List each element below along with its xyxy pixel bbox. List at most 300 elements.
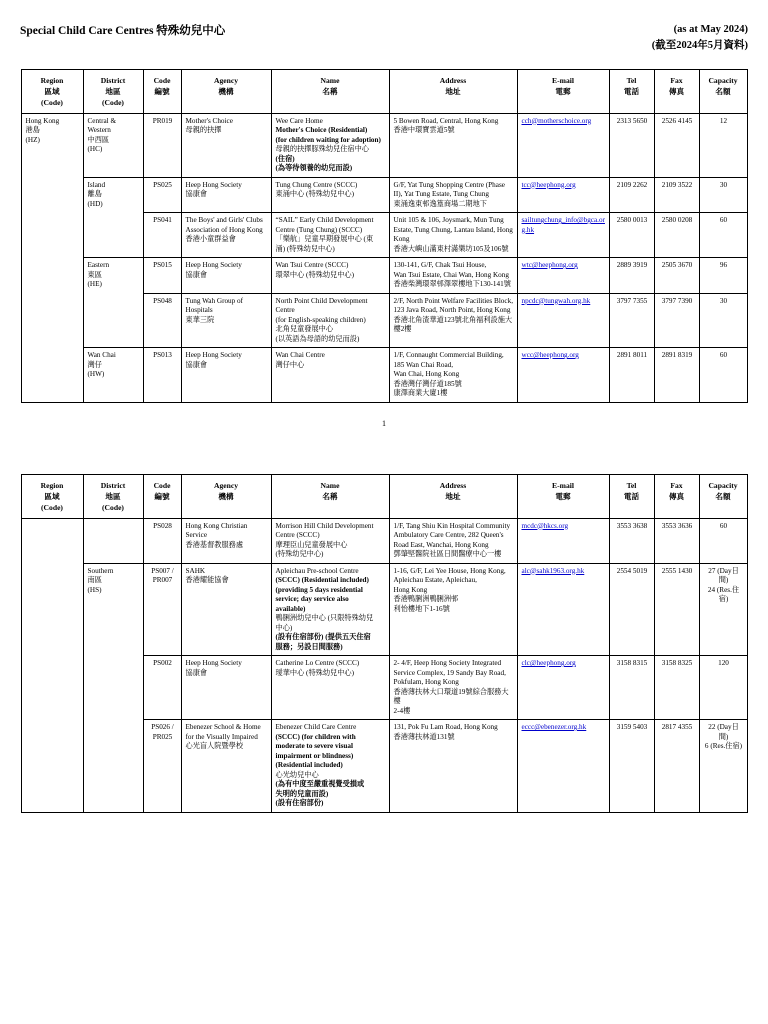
as-at-block xyxy=(652,22,748,55)
centre-name-cell xyxy=(271,720,389,813)
column-header-address xyxy=(389,474,517,518)
district-line: Southern xyxy=(87,566,114,575)
centre-name-cell xyxy=(271,258,389,294)
district-line: 東區 xyxy=(87,270,102,279)
column-header-en: E-mail xyxy=(552,480,574,490)
district-cell xyxy=(83,348,143,403)
column-header-zh: 機構 xyxy=(218,491,234,501)
column-header-en: Code xyxy=(153,75,171,85)
district-line: (HW) xyxy=(87,370,105,379)
capacity-cell xyxy=(699,177,747,213)
page-gap xyxy=(0,438,768,474)
column-header-district xyxy=(83,474,143,518)
capacity-line: 60 xyxy=(719,216,728,225)
centre-name-line: Wee Care Home xyxy=(275,116,323,125)
column-header-en: Region xyxy=(40,480,64,490)
capacity-line: 60 xyxy=(719,521,728,530)
centre-name-line: (for English-speaking children) xyxy=(275,315,366,324)
column-header-capacity xyxy=(699,474,747,518)
district-line: Wan Chai xyxy=(87,351,116,360)
column-header-region xyxy=(21,474,83,518)
capacity-cell xyxy=(699,720,747,813)
district-cell xyxy=(83,113,143,177)
agency-line: Heep Hong Society xyxy=(185,659,242,668)
agency-line: Hong Kong Christian Service xyxy=(185,521,248,540)
agency-line: Ebenezer School & Home for the Visually Impaired xyxy=(185,723,261,741)
centre-name-line: (特殊幼兒中心) xyxy=(275,550,324,559)
column-header-capacity xyxy=(699,69,747,113)
capacity-cell xyxy=(699,113,747,177)
district-line: (HS) xyxy=(87,585,102,594)
column-header-code: (Code) xyxy=(41,97,63,107)
table-row xyxy=(21,177,747,213)
table-row xyxy=(21,563,747,656)
column-header-name xyxy=(271,474,389,518)
column-header-zh: 電話 xyxy=(623,86,640,96)
fax-cell: 2109 3522 xyxy=(654,177,699,213)
address-line: 5 Bowen Road, Central, Hong Kong xyxy=(393,116,499,125)
district-line: Central & Western xyxy=(87,116,117,135)
centre-name-line: Centre (SCCC) xyxy=(275,531,320,540)
centre-name-line: 北角兒童發展中心 xyxy=(275,325,334,334)
email-link[interactable]: sailtungchung_info@bgca.org.hk xyxy=(521,216,605,234)
agency-line: SAHK xyxy=(185,566,206,575)
fax-cell: 2580 0208 xyxy=(654,213,699,258)
email-link[interactable]: tcc@heephong.org xyxy=(521,180,576,189)
centre-name-line: (設有住宿部份) xyxy=(275,799,324,808)
email-link[interactable]: eccc@ebenezer.org.hk xyxy=(521,723,587,732)
agency-cell xyxy=(181,563,271,656)
table-header-row xyxy=(21,69,747,113)
address-cell xyxy=(389,113,517,177)
centre-code-cell xyxy=(143,177,181,213)
column-header-en: Tel xyxy=(626,75,637,85)
capacity-cell xyxy=(699,518,747,563)
email-link[interactable]: wtc@heephong.org xyxy=(521,261,578,270)
address-line: 123 Java Road, North Point, Hong Kong xyxy=(393,306,511,315)
agency-line: 母親的抉擇 xyxy=(185,126,222,135)
address-line: 東涌逸東邨逸篁商場二期地下 xyxy=(393,199,487,208)
column-header-code: (Code) xyxy=(41,502,63,512)
centre-name-line: 涌) (特殊幼兒中心) xyxy=(275,244,335,253)
centre-name-line: Apleichau Pre-school Centre xyxy=(275,566,359,575)
column-header-zh: 區域 xyxy=(44,491,60,501)
email-link[interactable]: npcdc@tungwah.org.hk xyxy=(521,296,591,305)
address-line: 2/F, North Point Welfare Facilities Block, xyxy=(393,296,513,305)
centre-name-cell xyxy=(271,113,389,177)
page-header xyxy=(20,22,748,55)
capacity-cell xyxy=(699,258,747,294)
centre-name-line: Ebenezer Child Care Centre xyxy=(275,723,357,732)
address-line: Kong xyxy=(393,235,410,244)
column-header-address xyxy=(389,69,517,113)
column-header-name xyxy=(271,69,389,113)
centre-name-line: 失明的兒童而設) xyxy=(275,789,329,798)
agency-line: 協康會 xyxy=(185,668,208,677)
address-line: 185 Wan Chai Road, xyxy=(393,360,454,369)
region-line: 港島 xyxy=(25,126,40,135)
column-header-en: Agency xyxy=(213,75,239,85)
capacity-cell xyxy=(699,656,747,720)
centre-code: PS041 xyxy=(153,216,172,225)
column-header-zh: 地區 xyxy=(105,86,121,96)
column-header-zh: 名稱 xyxy=(322,86,338,96)
district-cell xyxy=(83,258,143,348)
address-line: Wan Chai, Hong Kong xyxy=(393,370,460,379)
agency-line: The Boys' and Girls' Clubs Association of Hong Kong xyxy=(185,216,263,234)
capacity-line: 6 (Res.住宿) xyxy=(704,742,743,751)
capacity-line: 27 (Day日間) xyxy=(708,566,739,585)
centre-name-line: Wan Tsui Centre (SCCC) xyxy=(275,261,349,270)
address-cell xyxy=(389,518,517,563)
centre-code-cell xyxy=(143,563,181,656)
column-header-zh: 傳真 xyxy=(668,491,685,501)
centre-code-cell xyxy=(143,293,181,348)
table-header-row xyxy=(21,474,747,518)
centre-name-line: Centre xyxy=(275,306,295,315)
agency-cell xyxy=(181,656,271,720)
fax-cell: 2526 4145 xyxy=(654,113,699,177)
centre-name-line: 「樂航」兒童早期發展中心 (東 xyxy=(275,235,374,244)
column-header-zh: 電郵 xyxy=(555,491,571,501)
address-line: Pokfulam, Hong Kong xyxy=(393,678,459,687)
capacity-line: 120 xyxy=(718,659,729,668)
address-line: 香港鴨脷洲鴨脷洲邨 xyxy=(393,595,459,604)
address-cell xyxy=(389,177,517,213)
centre-name-line: “SAIL” Early Child Development xyxy=(275,216,374,225)
centre-code: PR025 xyxy=(152,732,173,741)
agency-line: 協康會 xyxy=(185,360,208,369)
agency-line: 協康會 xyxy=(185,270,208,279)
centre-name-line: available) xyxy=(275,604,306,613)
centre-code-cell xyxy=(143,518,181,563)
column-header-en: Tel xyxy=(626,480,637,490)
agency-cell xyxy=(181,113,271,177)
table-body xyxy=(21,113,747,402)
column-header-en: District xyxy=(100,75,126,85)
address-cell xyxy=(389,656,517,720)
address-line: 樓2樓 xyxy=(393,325,412,334)
address-line: 2-4樓 xyxy=(393,706,411,715)
capacity-line: 30 xyxy=(719,296,728,305)
centre-name-line: Catherine Lo Centre (SCCC) xyxy=(275,659,360,668)
address-line: Ambulatory Care Centre, 282 Queen's xyxy=(393,531,504,540)
address-cell xyxy=(389,213,517,258)
address-line: Road East, Wanchai, Hong Kong xyxy=(393,540,489,549)
email-cell xyxy=(517,213,609,258)
address-line: 香港北角渣華道123號北角福利設施大 xyxy=(393,315,513,324)
centre-code-cell xyxy=(143,348,181,403)
capacity-line: 30 xyxy=(719,180,728,189)
column-header-code xyxy=(143,69,181,113)
agency-line: 香港基督教服務處 xyxy=(185,540,244,549)
centre-name-line: (providing 5 days residential xyxy=(275,585,363,594)
column-header-e-mail xyxy=(517,69,609,113)
column-header-zh: 電話 xyxy=(623,491,640,501)
column-header-zh: 電郵 xyxy=(555,86,571,96)
agency-line: Heep Hong Society xyxy=(185,261,242,270)
address-line: II), Yat Tung Estate, Tung Chung xyxy=(393,190,489,199)
address-cell xyxy=(389,293,517,348)
fax-cell: 3553 3636 xyxy=(654,518,699,563)
address-cell xyxy=(389,258,517,294)
column-header-district xyxy=(83,69,143,113)
address-line: Hong Kong xyxy=(393,585,428,594)
agency-line: Heep Hong Society xyxy=(185,180,242,189)
centre-name-line: 璦華中心 (特殊幼兒中心) xyxy=(275,668,354,677)
email-cell xyxy=(517,348,609,403)
email-link[interactable]: clc@heephong.org xyxy=(521,659,576,668)
capacity-cell xyxy=(699,213,747,258)
centre-code: PS013 xyxy=(153,351,172,360)
centre-name-line: moderate to severe visual xyxy=(275,742,354,751)
centre-code: PS025 xyxy=(153,180,172,189)
district-cell xyxy=(83,177,143,258)
capacity-line: 60 xyxy=(719,351,728,360)
column-header-fax xyxy=(654,474,699,518)
column-header-zh: 地區 xyxy=(105,491,121,501)
agency-cell xyxy=(181,213,271,258)
column-header-zh: 名額 xyxy=(715,86,731,96)
column-header-zh: 編號 xyxy=(154,491,170,501)
column-header-en: Name xyxy=(320,75,340,85)
agency-line: 香港耀能協會 xyxy=(185,576,229,585)
address-cell xyxy=(389,720,517,813)
centre-code-cell xyxy=(143,213,181,258)
district-line: 南區 xyxy=(87,576,102,585)
centre-name-line: (為有中度至嚴重視覺受損或 xyxy=(275,780,365,789)
agency-line: Mother's Choice xyxy=(185,116,233,125)
column-header-zh: 區域 xyxy=(44,86,60,96)
fax-cell: 2505 3670 xyxy=(654,258,699,294)
district-line: (HC) xyxy=(87,145,103,154)
centre-code-cell xyxy=(143,720,181,813)
centre-name-cell xyxy=(271,213,389,258)
tel-cell: 2313 5650 xyxy=(609,113,654,177)
centres-table-page1 xyxy=(21,69,748,403)
centre-name-line: 環翠中心 (特殊幼兒中心) xyxy=(275,270,354,279)
centre-name-line: service; day service also xyxy=(275,595,349,604)
centre-code-cell xyxy=(143,113,181,177)
region-cell xyxy=(21,518,83,812)
centre-name-line: Mother's Choice (Residential) xyxy=(275,126,368,135)
column-header-zh: 機構 xyxy=(218,86,234,96)
column-header-zh: 傳真 xyxy=(668,86,685,96)
email-cell xyxy=(517,293,609,348)
document-title-zh: 特殊幼兒中心 xyxy=(156,25,226,37)
centre-name-line: (SCCC) (for children with xyxy=(275,732,356,741)
as-at-zh: (截至2024年5月資料) xyxy=(651,40,748,52)
centre-code: PS048 xyxy=(153,296,172,305)
email-link[interactable]: mcdc@hkcs.org xyxy=(521,521,569,530)
column-header-tel xyxy=(609,474,654,518)
address-line: 利怡樓地下1-16號 xyxy=(393,604,450,613)
centre-name-line: (設有住宿部份) (提供五天住宿 xyxy=(275,633,371,642)
address-line: 1/F, Connaught Commercial Building, xyxy=(393,351,504,360)
district-line: 中西區 xyxy=(87,135,110,144)
centre-name-line: (以英語為母語的幼兒而設) xyxy=(275,334,360,343)
centre-name-cell xyxy=(271,518,389,563)
agency-line: 協康會 xyxy=(185,190,208,199)
centre-name-line: 灣仔中心 xyxy=(275,360,305,369)
centre-name-line: (for children waiting for adoption) xyxy=(275,135,381,144)
column-header-agency xyxy=(181,474,271,518)
capacity-cell xyxy=(699,348,747,403)
tel-cell: 2889 3919 xyxy=(609,258,654,294)
document-page xyxy=(0,0,768,438)
column-header-en: Capacity xyxy=(708,75,738,85)
column-header-en: District xyxy=(100,480,126,490)
column-header-en: Fax xyxy=(670,480,683,490)
tel-cell: 2554 5019 xyxy=(609,563,654,656)
document-page-2 xyxy=(0,474,768,823)
agency-cell xyxy=(181,518,271,563)
address-line: 1/F, Tang Shiu Kin Hospital Community xyxy=(393,521,511,530)
column-header-code: (Code) xyxy=(102,502,124,512)
as-at-en: (as at May 2024) xyxy=(673,24,748,35)
column-header-en: E-mail xyxy=(552,75,574,85)
email-cell xyxy=(517,720,609,813)
agency-cell xyxy=(181,177,271,213)
address-line: 130-141, G/F, Chak Tsui House, xyxy=(393,261,487,270)
centre-name-cell xyxy=(271,563,389,656)
tel-cell: 2891 8011 xyxy=(609,348,654,403)
agency-line: 香港小童群益會 xyxy=(185,235,236,244)
column-header-zh: 地址 xyxy=(445,86,461,96)
centre-name-cell xyxy=(271,348,389,403)
email-cell xyxy=(517,113,609,177)
table-body xyxy=(21,518,747,812)
centre-name-line: 心光幼兒中心 xyxy=(275,770,319,779)
column-header-en: Capacity xyxy=(708,480,738,490)
district-cell xyxy=(83,563,143,812)
centre-code: PR007 xyxy=(152,576,173,585)
address-line: G/F, Yat Tung Shopping Centre (Phase xyxy=(393,180,505,189)
address-line: Unit 105 & 106, Joysmark, Mun Tung xyxy=(393,216,504,225)
agency-line: Tung Wah Group of Hospitals xyxy=(185,296,244,315)
email-cell xyxy=(517,518,609,563)
centre-name-line: 東涌中心 (特殊幼兒中心) xyxy=(275,190,354,199)
column-header-zh: 地址 xyxy=(445,491,461,501)
centre-name-line: 中心) xyxy=(275,623,293,632)
address-line: 香港中環寶雲道5號 xyxy=(393,126,455,135)
agency-line: 心光盲人院暨學校 xyxy=(185,742,244,751)
capacity-line: 24 (Res.住宿) xyxy=(707,585,740,604)
email-link[interactable]: cch@motherschoice.org xyxy=(521,116,592,125)
column-header-code xyxy=(143,474,181,518)
table-row xyxy=(21,348,747,403)
region-cell xyxy=(21,113,83,402)
centre-name-line: impairment or blindness) xyxy=(275,751,354,760)
column-header-zh: 名稱 xyxy=(322,491,338,501)
address-line: Apleichau Estate, Apleichau, xyxy=(393,576,477,585)
centre-name-line: North Point Child Development xyxy=(275,296,368,305)
column-header-en: Address xyxy=(439,480,467,490)
email-link[interactable]: alc@sahk1963.org.hk xyxy=(521,566,585,575)
address-line: 香港薄扶林道131號 xyxy=(393,732,455,741)
centre-name-line: (為等待領養的幼兒而設) xyxy=(275,164,353,173)
centre-code: PS002 xyxy=(153,659,172,668)
centre-name-cell xyxy=(271,177,389,213)
centre-name-line: Wan Chai Centre xyxy=(275,351,325,360)
address-line: 鄧肇堅醫院社區日間醫療中心一樓 xyxy=(393,550,502,559)
email-cell xyxy=(517,656,609,720)
centre-code-cell xyxy=(143,258,181,294)
address-line: Wan Tsui Estate, Chai Wan, Hong Kong xyxy=(393,270,509,279)
tel-cell: 3159 5403 xyxy=(609,720,654,813)
agency-cell xyxy=(181,720,271,813)
agency-cell xyxy=(181,258,271,294)
column-header-en: Region xyxy=(40,75,64,85)
fax-cell: 2817 4355 xyxy=(654,720,699,813)
district-line: 離島 xyxy=(87,190,102,199)
email-cell xyxy=(517,563,609,656)
centre-name-line: (SCCC) (Residential included) xyxy=(275,576,369,585)
address-line: Estate, Tung Chung, Lantau Island, Hong xyxy=(393,225,513,234)
centre-name-line: 鴨脷洲幼兒中心 (只限特殊幼兒 xyxy=(275,614,374,623)
address-line: 香港灣仔灣仔道185號 xyxy=(393,379,462,388)
column-header-tel xyxy=(609,69,654,113)
fax-cell: 3158 8325 xyxy=(654,656,699,720)
capacity-line: 22 (Day日間) xyxy=(708,723,739,741)
fax-cell: 3797 7390 xyxy=(654,293,699,348)
tel-cell: 2109 2262 xyxy=(609,177,654,213)
column-header-region xyxy=(21,69,83,113)
address-cell xyxy=(389,563,517,656)
centre-code: PS028 xyxy=(153,521,172,530)
centre-name-line: 服務；另設日間服務) xyxy=(275,642,343,651)
centre-code: PS007 / xyxy=(151,566,174,575)
address-line: Service Complex, 19 Sandy Bay Road, xyxy=(393,668,506,677)
column-header-en: Code xyxy=(153,480,171,490)
agency-line: Heep Hong Society xyxy=(185,351,242,360)
table-row xyxy=(21,113,747,177)
email-link[interactable]: wcc@heephong.org xyxy=(521,351,579,360)
centre-name-line: Centre (Tung Chung) (SCCC) xyxy=(275,225,363,234)
column-header-zh: 編號 xyxy=(154,86,170,96)
tel-cell: 3158 8315 xyxy=(609,656,654,720)
region-line: Hong Kong xyxy=(25,116,60,125)
address-line: 香港大嶼山滿東村滿樂坊105及106號 xyxy=(393,244,509,253)
centre-name-line: 母親的抉擇豚殊幼兒住宿中心 xyxy=(275,145,369,154)
email-cell xyxy=(517,258,609,294)
centre-code: PS015 xyxy=(153,261,172,270)
agency-line: 東華三院 xyxy=(185,315,215,324)
tel-cell: 2580 0013 xyxy=(609,213,654,258)
capacity-line: 96 xyxy=(719,261,728,270)
fax-cell: 2555 1430 xyxy=(654,563,699,656)
column-header-e-mail xyxy=(517,474,609,518)
region-line: (HZ) xyxy=(25,135,40,144)
table-row xyxy=(21,258,747,294)
address-line: 1-16, G/F, Lei Yee House, Hong Kong, xyxy=(393,566,506,575)
capacity-cell xyxy=(699,563,747,656)
centre-name-line: Morrison Hill Child Development xyxy=(275,521,374,530)
centre-code: PR019 xyxy=(152,116,173,125)
centre-name-line: Tung Chung Centre (SCCC) xyxy=(275,180,358,189)
agency-cell xyxy=(181,293,271,348)
address-cell xyxy=(389,348,517,403)
column-header-en: Fax xyxy=(670,75,683,85)
address-line: 香港柴灣環翠邨澤翠樓地下130-141號 xyxy=(393,280,511,289)
centre-name-line: 摩理臣山兒童發展中心 xyxy=(275,540,348,549)
column-header-agency xyxy=(181,69,271,113)
district-line: Island xyxy=(87,180,106,189)
address-line: 131, Pok Fu Lam Road, Hong Kong xyxy=(393,723,498,732)
district-line: (HE) xyxy=(87,280,102,289)
address-line: 香港薄扶林大口環道19號綜合服務大樓 xyxy=(393,687,509,706)
tel-cell: 3797 7355 xyxy=(609,293,654,348)
